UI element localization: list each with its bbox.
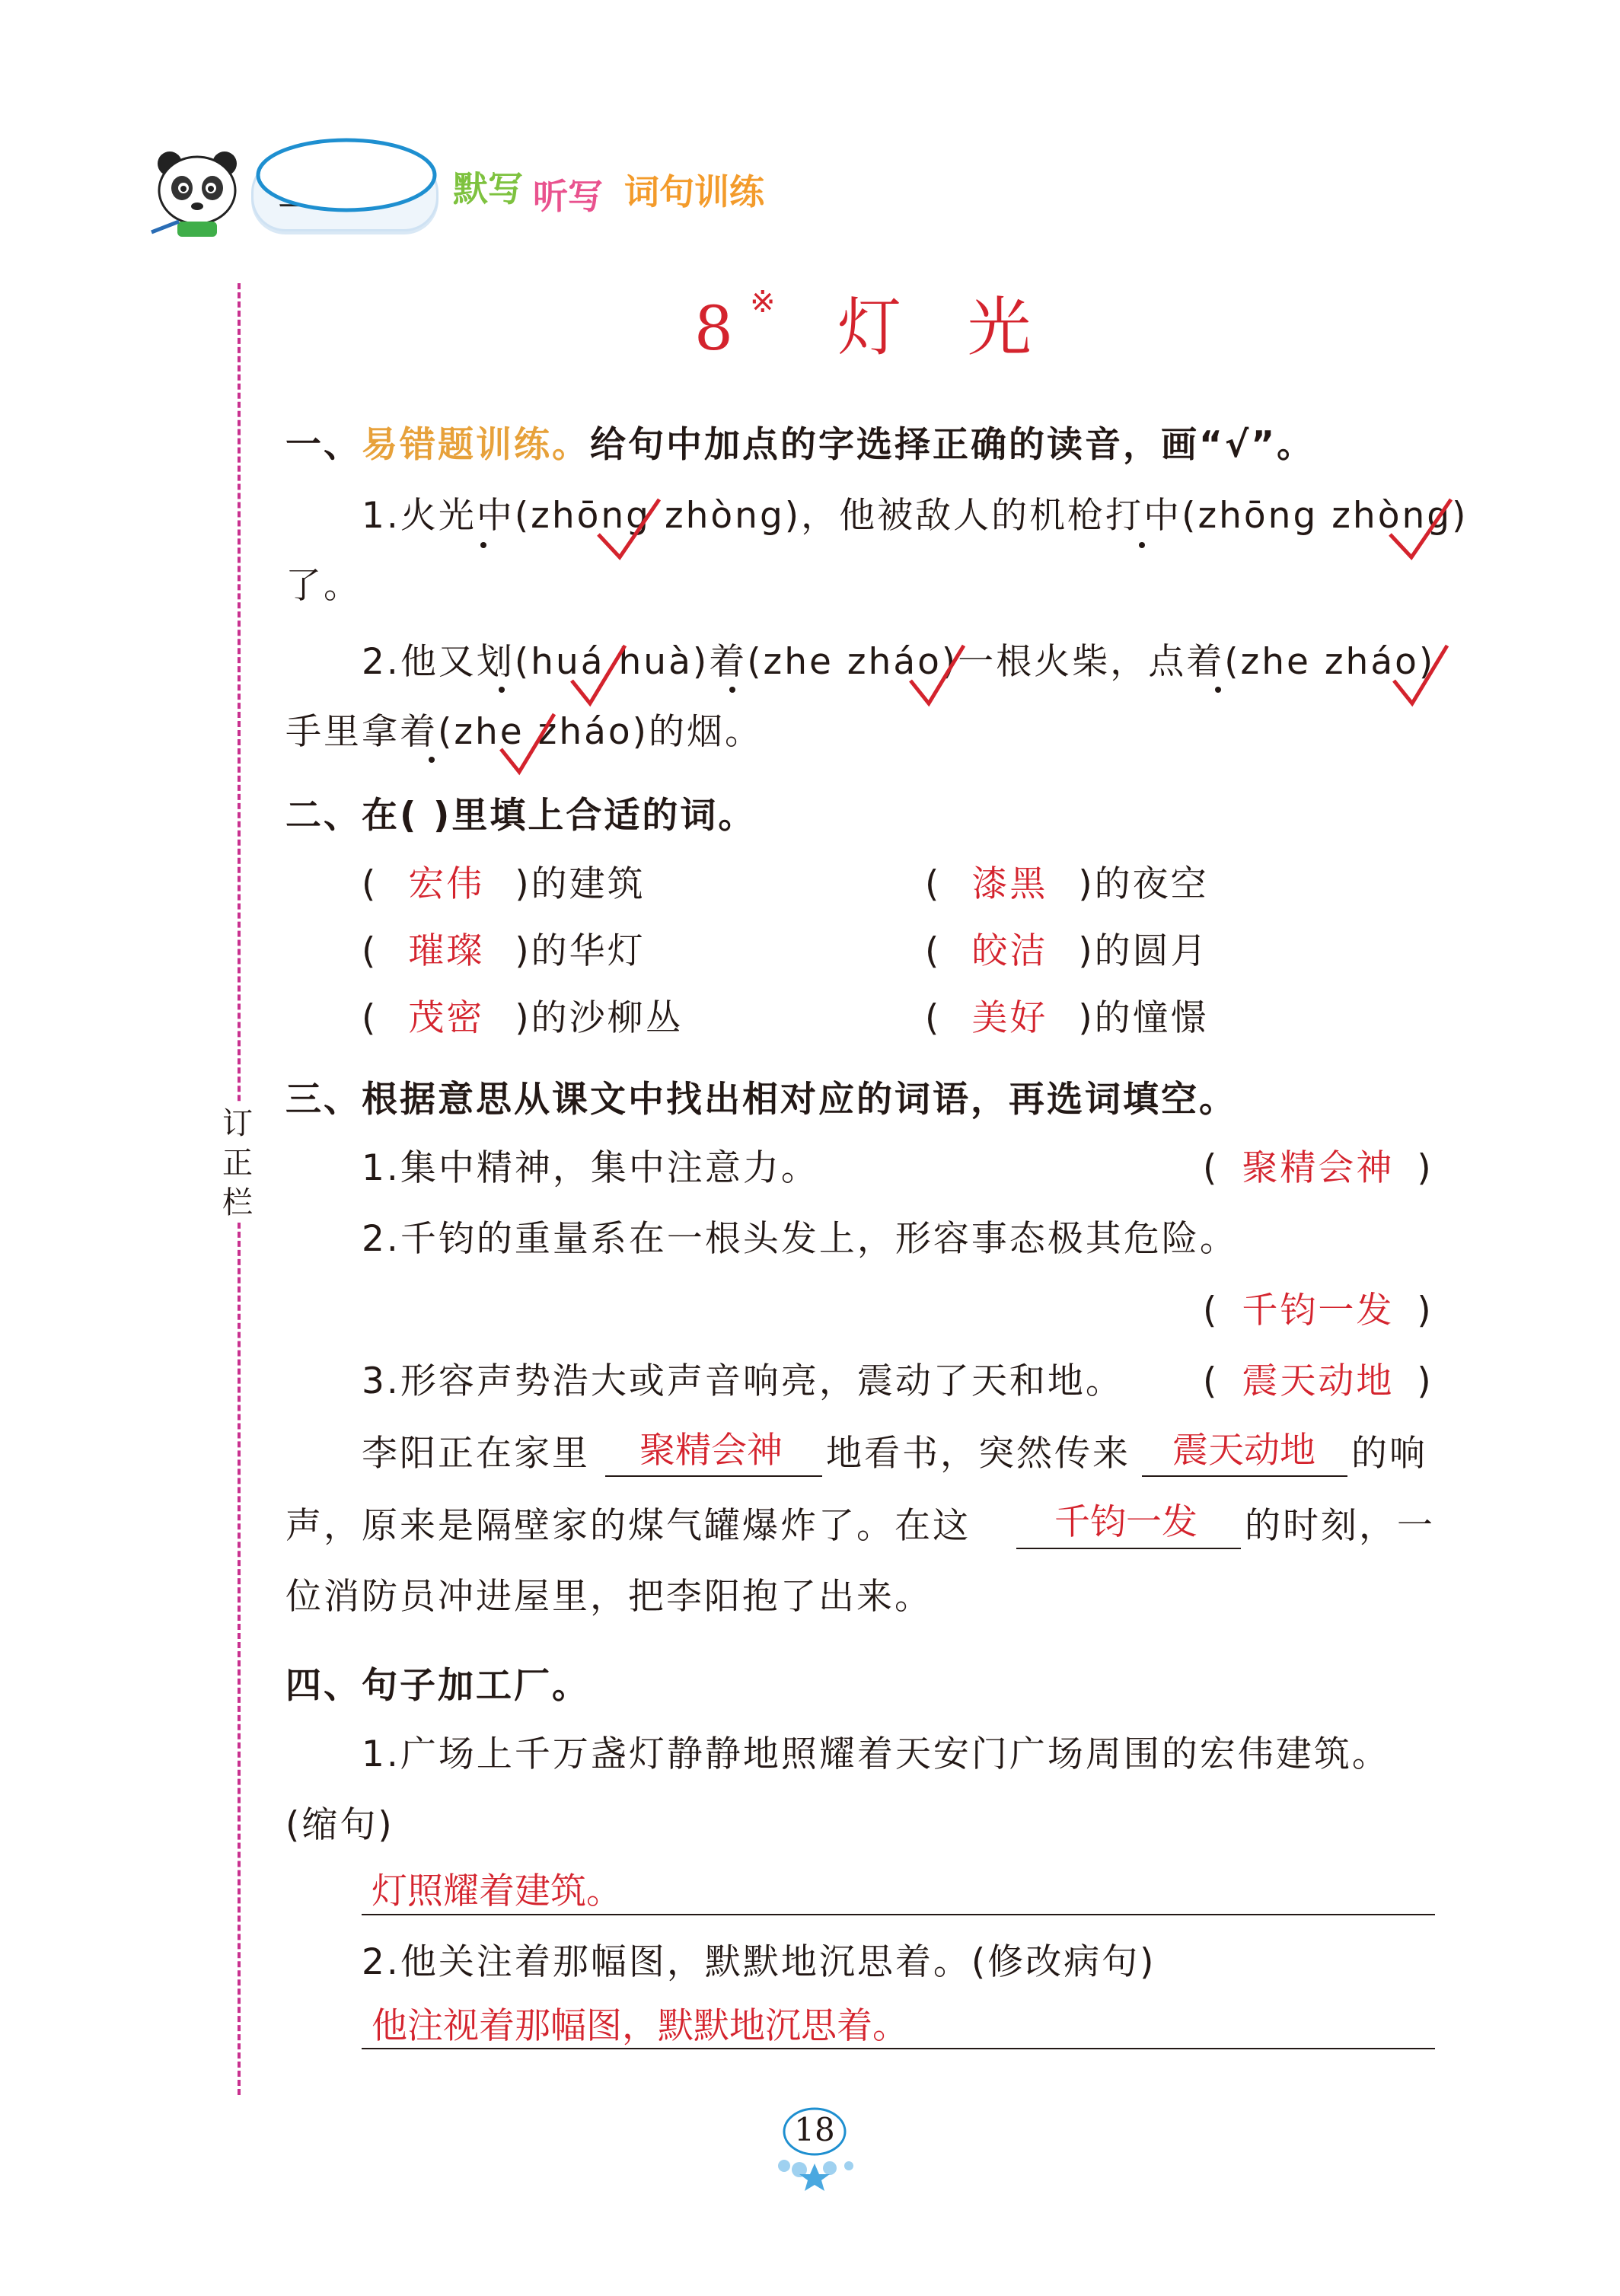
s4-answer-1: 灯照耀着建筑。 (372, 1870, 622, 1912)
s2-answer: 美好 (971, 997, 1048, 1039)
s1-q1-line2: 了。 (285, 565, 362, 607)
section2-heading: 二、在( )里填上合适的词。 (285, 795, 757, 837)
lesson-title: 灯 光 (837, 290, 1054, 365)
s2-suffix: )的沙柳丛 (515, 997, 684, 1039)
s3-a2-box: ( 千钧一发 ) (1203, 1290, 1433, 1331)
s2-answer: 宏伟 (408, 863, 485, 905)
lesson-mark: ※ (750, 285, 776, 320)
emphasis-dot (1215, 687, 1221, 693)
emphasis-dot (499, 687, 505, 693)
s2-item: ( 美好 )的憧憬 (925, 997, 1209, 1039)
s3-answer: 聚精会神 (1242, 1147, 1395, 1189)
s2-item: ( 宏伟 )的建筑 (362, 863, 646, 905)
s2-answer: 璀璨 (408, 930, 485, 972)
s3-q3: 3.形容声势浩大或声音响亮，震动了天和地。 (362, 1360, 1124, 1402)
subtitle-part-2: 听写 (533, 176, 603, 217)
answer-line (362, 2048, 1435, 2049)
s4-q1-line1: 1.广场上千万盏灯静静地照耀着天安门广场周围的宏伟建筑。 (362, 1733, 1390, 1775)
s4-q1-line2: (缩句) (285, 1804, 394, 1846)
s2-suffix: )的圆月 (1078, 930, 1209, 972)
section1-highlight: 易错题训练。 (362, 424, 590, 466)
s3-para-line1c: 的响 (1351, 1433, 1427, 1475)
emphasis-dot (1139, 542, 1145, 548)
check-mark-icon (1386, 495, 1454, 563)
s1-q2-line2: 手里拿着(zhe zháo)的烟。 (285, 711, 764, 753)
blank-line (605, 1475, 822, 1477)
s1-q2-line1: 2.他又划(huá huà)着(zhe zháo)一根火柴，点着(zhe zháo) (362, 641, 1436, 683)
check-mark-icon (906, 641, 967, 710)
s3-para-line2b: 的时刻，一 (1245, 1505, 1435, 1547)
s2-answer: 茂密 (408, 997, 485, 1039)
check-mark-icon (496, 710, 557, 778)
emphasis-dot (480, 542, 486, 548)
section1-instruction: 给句中加点的字选择正确的读音，画“√”。 (590, 424, 1315, 466)
check-mark-icon (1389, 641, 1450, 710)
s2-item: ( 皎洁 )的圆月 (925, 930, 1209, 972)
page-number: 18 (794, 2111, 835, 2148)
s3-answer: 千钧一发 (1242, 1290, 1395, 1331)
s3-q2: 2.千钧的重量系在一根头发上，形容事态极其危险。 (362, 1218, 1238, 1260)
s4-q2: 2.他关注着那幅图，默默地沉思着。(修改病句) (362, 1941, 1156, 1983)
section1-number: 一、 (285, 424, 362, 466)
s3-para-line2a: 声，原来是隔壁家的煤气罐爆炸了。在这 (285, 1505, 971, 1547)
s4-answer-2: 他注视着那幅图，默默地沉思着。 (372, 2005, 908, 2047)
blank-answer: 千钧一发 (1054, 1501, 1197, 1543)
emphasis-dot (429, 757, 435, 763)
emphasis-dot (729, 687, 735, 693)
section3-heading: 三、根据意思从课文中找出相对应的词语，再选词填空。 (285, 1079, 1237, 1121)
correction-margin-label (222, 1104, 253, 1223)
s2-suffix: )的夜空 (1078, 863, 1209, 905)
margin-char: 订 (222, 1106, 253, 1141)
s2-item: ( 璀璨 )的华灯 (362, 930, 646, 972)
answer-line (362, 1914, 1435, 1915)
s2-suffix: )的华灯 (515, 930, 646, 972)
s2-suffix: )的憧憬 (1078, 997, 1209, 1039)
s3-a3-box: ( 震天动地 ) (1203, 1360, 1433, 1402)
s1-q1-line1: 1.火光中(zhōng zhòng)，他被敌人的机枪打中(zhōng zhòng) (362, 495, 1469, 537)
s2-suffix: )的建筑 (515, 863, 646, 905)
subtitle-part-1: 默写 (453, 168, 523, 209)
lesson-number: 8 (694, 293, 733, 364)
s3-q1: 1.集中精神，集中注意力。 (362, 1147, 819, 1189)
s3-answer: 震天动地 (1242, 1360, 1395, 1402)
panda-mascot-icon (148, 148, 247, 240)
s3-para-line1a: 李阳正在家里 (362, 1433, 590, 1475)
s3-para-line1b: 地看书，突然传来 (826, 1433, 1130, 1475)
subtitle-part-3: 词句训练 (624, 171, 764, 212)
margin-char: 栏 (222, 1185, 253, 1220)
s3-a1-box: ( 聚精会神 ) (1203, 1147, 1433, 1189)
margin-char: 正 (222, 1146, 253, 1181)
section1-heading (285, 423, 1315, 468)
lesson-number-badge (255, 137, 438, 213)
check-mark-icon (567, 641, 628, 710)
s2-item: ( 茂密 )的沙柳丛 (362, 997, 684, 1039)
blank-line (1016, 1548, 1241, 1549)
s2-answer: 漆黑 (971, 863, 1048, 905)
s2-item: ( 漆黑 )的夜空 (925, 863, 1209, 905)
s2-answer: 皎洁 (971, 930, 1048, 972)
blank-answer: 聚精会神 (639, 1430, 783, 1472)
check-mark-icon (594, 495, 662, 563)
blank-line (1142, 1475, 1347, 1477)
s3-para-line3: 位消防员冲进屋里，把李阳抱了出来。 (285, 1576, 933, 1618)
section4-heading: 四、句子加工厂。 (285, 1665, 590, 1707)
blank-answer: 震天动地 (1172, 1430, 1315, 1472)
